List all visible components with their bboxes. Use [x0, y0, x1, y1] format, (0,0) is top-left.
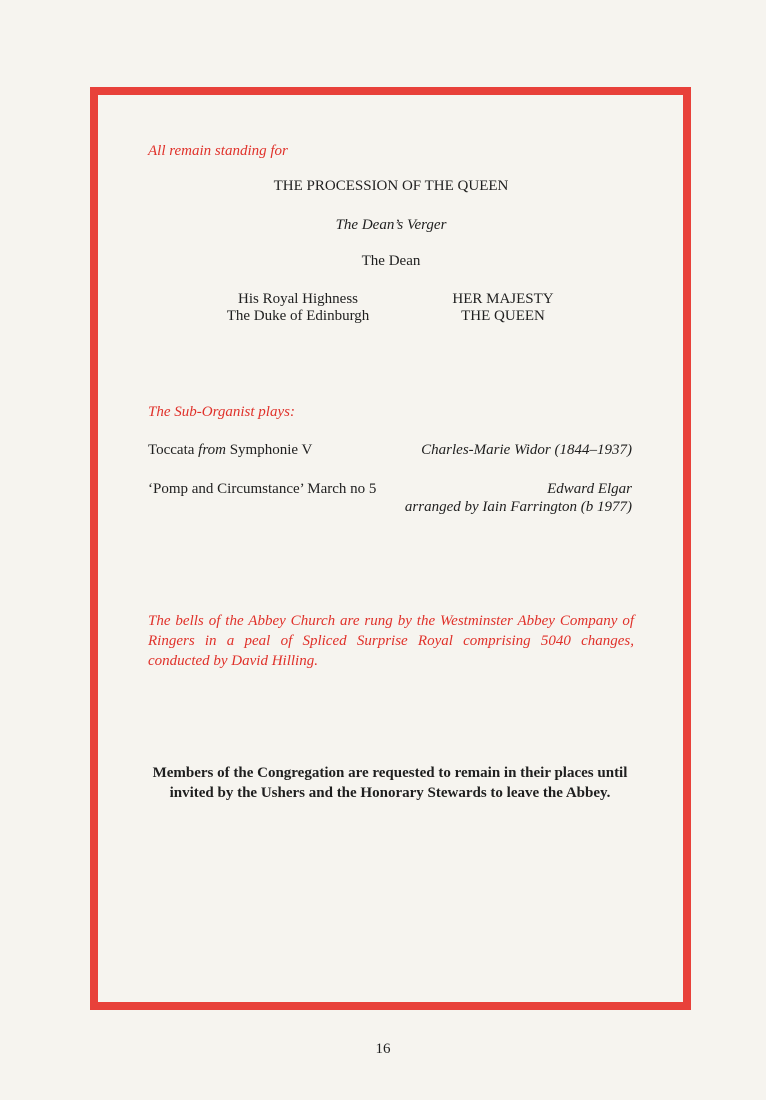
piece-1-title: Toccata from Symphonie V [148, 442, 313, 458]
bells-note: The bells of the Abbey Church are rung by the Westminster Abbey Company of Ringers in a peal of Spliced Surprise Royal comprising 5040 changes, conducted by David Hilling. [148, 613, 634, 669]
queen-title-line1: HER MAJESTY [452, 291, 554, 307]
congregation-notice [120, 763, 660, 803]
notice-line-2: invited by the Ushers and the Honorary Stewards to leave the Abbey. [169, 785, 611, 801]
queen-title-line2: THE QUEEN [461, 308, 545, 324]
page-number: 16 [375, 1041, 391, 1057]
duke-title-line1: His Royal Highness [238, 291, 358, 307]
piece-2-composer: Edward Elgar [547, 481, 632, 497]
duke-title-line2: The Duke of Edinburgh [226, 308, 370, 324]
intro-instruction: All remain standing for [148, 143, 288, 159]
piece-2-title: ‘Pomp and Circumstance’ March no 5 [148, 481, 377, 497]
procession-dean: The Dean [361, 253, 421, 269]
procession-verger: The Dean’s Verger [335, 217, 447, 233]
notice-line-1: Members of the Congregation are requested to remain in their places until [152, 765, 628, 781]
piece-1-composer: Charles-Marie Widor (1844–1937) [421, 442, 632, 458]
piece-2-arranger: arranged by Iain Farrington (b 1977) [404, 499, 632, 515]
organist-heading: The Sub-Organist plays: [148, 404, 295, 420]
procession-title: THE PROCESSION OF THE QUEEN [273, 178, 509, 194]
